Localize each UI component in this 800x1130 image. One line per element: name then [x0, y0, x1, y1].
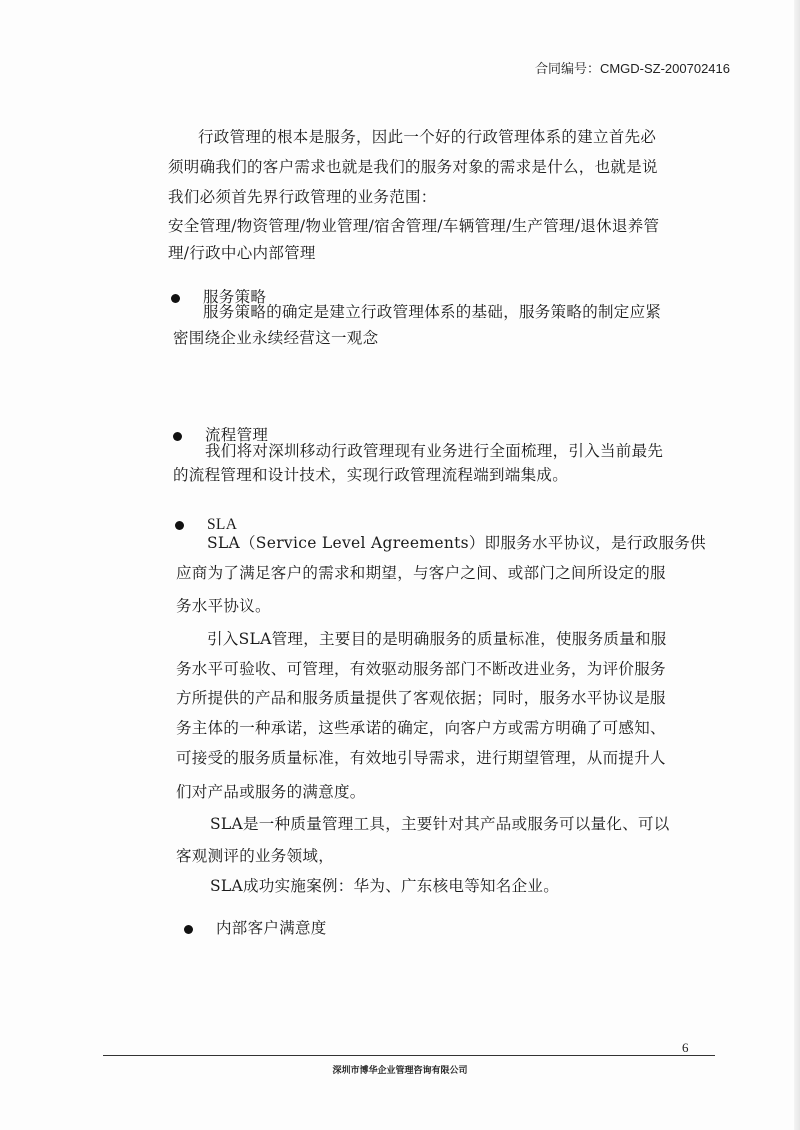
- section-title-process-management: 流程管理: [205, 426, 269, 444]
- contract-number: 合同编号：CMGD-SZ-200702416: [534, 61, 730, 76]
- intro-line: 行政管理的根本是服务，因此一个好的行政管理体系的建立首先必: [198, 128, 657, 146]
- sla-line: SLA（Service Level Agreements）即服务水平协议，是行政服务供: [207, 534, 706, 552]
- bullet-icon: [184, 925, 193, 934]
- service-strategy-line: 服务策略的确定是建立行政管理体系的基础，服务策略的制定应紧: [203, 303, 662, 321]
- sla-line: 客观测评的业务领域，: [176, 847, 335, 865]
- sla-line: 方所提供的产品和服务质量提供了客观依据；同时，服务水平协议是服: [176, 689, 666, 707]
- section-title-internal-satisfaction: 内部客户满意度: [216, 919, 327, 937]
- page-number: 6: [682, 1040, 689, 1055]
- scan-edge: [794, 0, 800, 1130]
- intro-line: 安全管理/物资管理/物业管理/宿舍管理/车辆管理/生产管理/退休退养管: [168, 217, 660, 235]
- sla-line: SLA是一种质量管理工具，主要针对其产品或服务可以量化、可以: [210, 815, 670, 833]
- section-title-service-strategy: 服务策略: [203, 288, 267, 306]
- intro-line: 须明确我们的客户需求也就是我们的服务对象的需求是什么，也就是说: [168, 158, 658, 176]
- sla-line: 务水平协议。: [176, 597, 271, 615]
- service-strategy-line: 密围绕企业永续经营这一观念: [173, 329, 379, 347]
- sla-line: 们对产品或服务的满意度。: [176, 783, 366, 801]
- footer-divider: [103, 1055, 715, 1056]
- intro-line: 我们必须首先界行政管理的业务范围：: [168, 188, 437, 206]
- footer-company-name: 深圳市博华企业管理咨询有限公司: [332, 1066, 468, 1076]
- sla-line: SLA成功实施案例：华为、广东核电等知名企业。: [210, 877, 560, 895]
- process-management-line: 我们将对深圳移动行政管理现有业务进行全面梳理，引入当前最先: [205, 442, 664, 460]
- sla-line: 务主体的一种承诺，这些承诺的确定，向客户方或需方明确了可感知、: [176, 719, 666, 737]
- bullet-icon: [175, 521, 184, 530]
- section-title-sla: SLA: [207, 516, 238, 533]
- process-management-line: 的流程管理和设计技术，实现行政管理流程端到端集成。: [173, 466, 569, 484]
- sla-line: 务水平可验收、可管理，有效驱动服务部门不断改进业务，为评价服务: [176, 660, 666, 678]
- sla-line: 引入SLA管理，主要目的是明确服务的质量标准，使服务质量和服: [207, 630, 667, 648]
- sla-line: 可接受的服务质量标准，有效地引导需求，进行期望管理，从而提升人: [176, 749, 666, 767]
- intro-line: 理/行政中心内部管理: [168, 244, 316, 262]
- bullet-icon: [171, 294, 180, 303]
- sla-line: 应商为了满足客户的需求和期望，与客户之间、或部门之间所设定的服: [176, 564, 666, 582]
- bullet-icon: [173, 432, 182, 441]
